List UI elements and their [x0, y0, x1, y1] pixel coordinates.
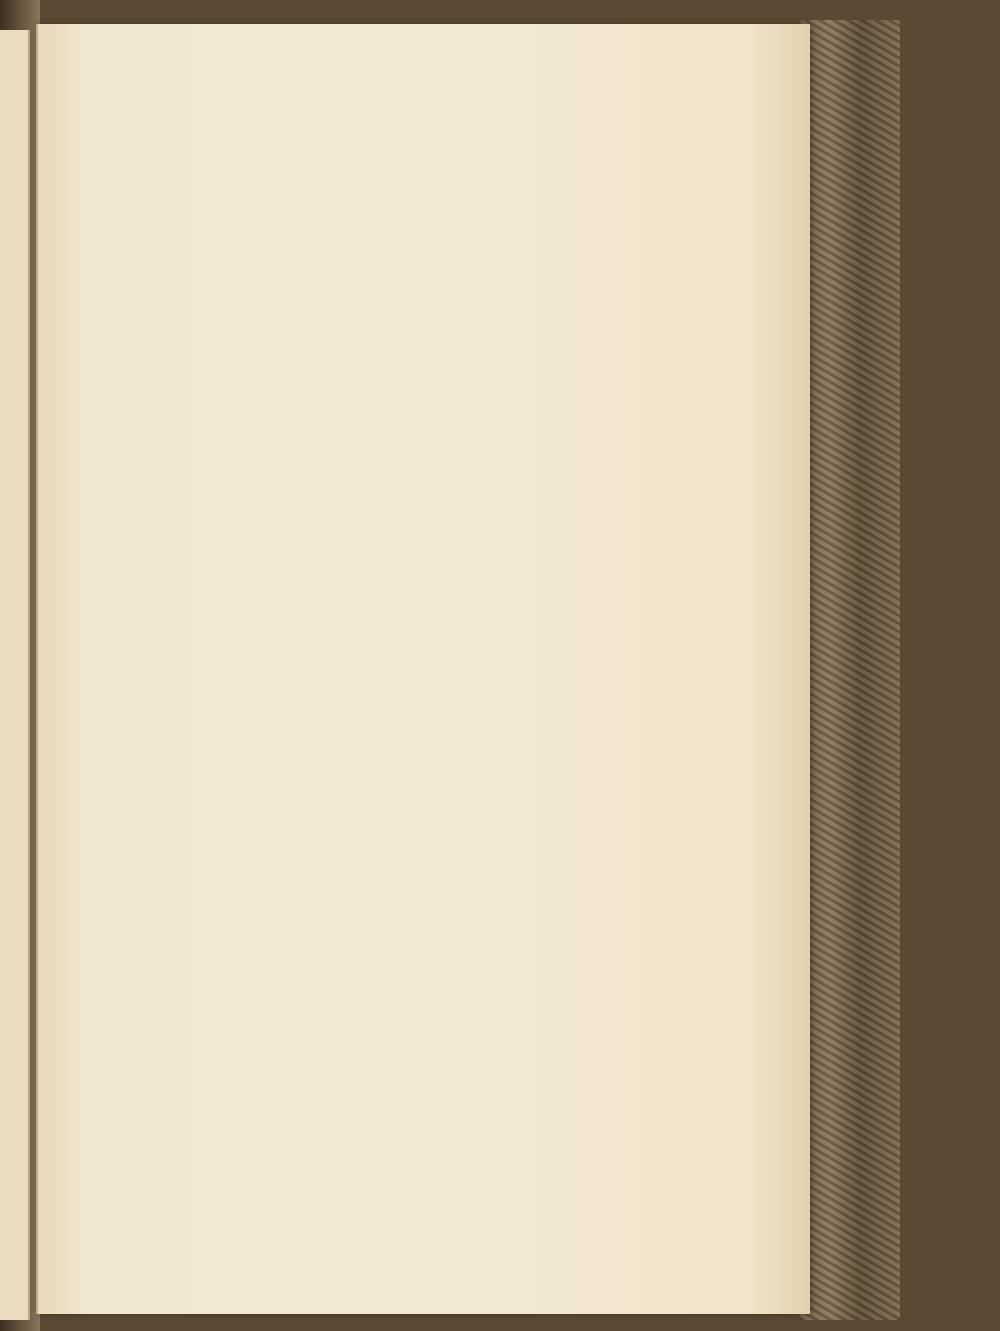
- book-page: [36, 24, 810, 1314]
- previous-page-edge: [0, 30, 30, 1320]
- book-cover-edge: [800, 20, 900, 1320]
